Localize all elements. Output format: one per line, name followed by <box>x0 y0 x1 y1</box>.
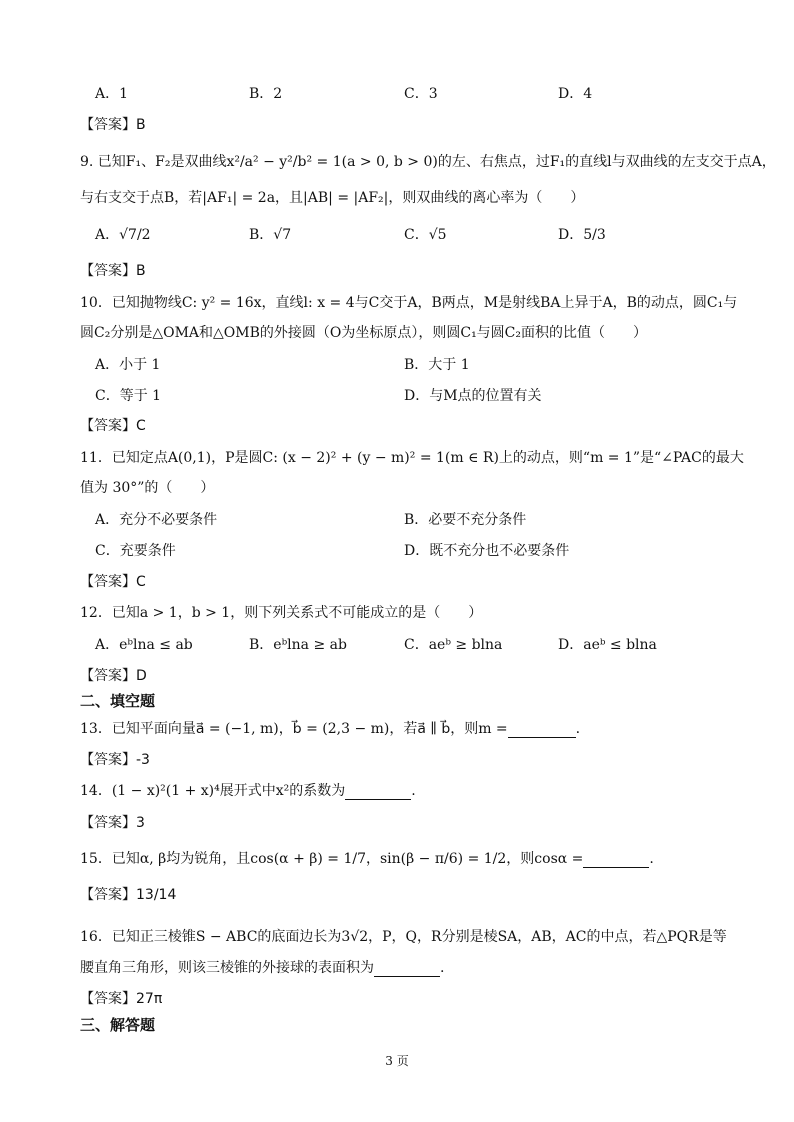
q11-line2: 值为 30°”的（ ） <box>80 480 215 496</box>
q15-line1: 15．已知α, β均为锐角，且cos(α + β) = 1/7，sin(β − π/6) = 1/2，则cosα = . <box>80 851 654 867</box>
answer-value: 13/14 <box>136 887 177 903</box>
q10-answer <box>80 415 146 435</box>
section-solution-heading: 三、解答题 <box>80 1016 156 1034</box>
q9-option-d: D．5/3 <box>558 227 606 243</box>
q9-answer <box>80 260 146 280</box>
q12-option-a: A．eᵇlna ≤ ab <box>95 637 193 653</box>
answer-label: 【答案】 <box>80 752 136 768</box>
answer-value: -3 <box>136 752 150 768</box>
answer-label: 【答案】 <box>80 668 136 684</box>
q15-answer-blank <box>583 851 649 868</box>
answer-value: B <box>136 117 146 133</box>
answer-label: 【答案】 <box>80 418 136 434</box>
q9-option-a: A．√7/2 <box>95 227 151 243</box>
answer-label: 【答案】 <box>80 117 136 133</box>
q15-text: 15．已知α, β均为锐角，且cos(α + β) = 1/7，sin(β − π/6) = 1/2，则cosα = <box>80 851 584 867</box>
q8-option-d: D．4 <box>558 86 593 102</box>
q11-option-d: D．既不充分也不必要条件 <box>404 543 570 559</box>
q11-answer <box>80 571 146 591</box>
q10-options-row2 <box>0 385 794 411</box>
q13-answer <box>80 749 150 769</box>
q16-text: 腰直角三角形，则该三棱锥的外接球的表面积为 <box>80 960 374 976</box>
q13-line1: 13．已知平面向量a⃗ = (−1, m)，b⃗ = (2,3 − m)，若a⃗ ∥ b⃗，则m = . <box>80 721 581 737</box>
answer-label: 【答案】 <box>80 887 136 903</box>
q16-line2: 腰直角三角形，则该三棱锥的外接球的表面积为 . <box>80 960 445 976</box>
q8-answer <box>80 114 146 134</box>
q11-options-row1 <box>0 509 794 535</box>
q8-option-a: A．1 <box>95 86 129 102</box>
q11-option-b: B．必要不充分条件 <box>404 512 527 528</box>
q16-line1: 16．已知正三棱锥S − ABC的底面边长为3√2，P，Q，R分别是棱SA，AB，AC的中点，若△PQR是等 <box>80 929 727 945</box>
answer-label: 【答案】 <box>80 263 136 279</box>
answer-value: B <box>136 263 146 279</box>
q12-option-c: C．aeᵇ ≥ blna <box>404 637 503 653</box>
q12-option-b: B．eᵇlna ≥ ab <box>249 637 347 653</box>
q15-answer <box>80 884 176 904</box>
q11-option-a: A．充分不必要条件 <box>95 512 218 528</box>
answer-label: 【答案】 <box>80 815 136 831</box>
q10-options-row1 <box>0 354 794 380</box>
q11-option-c: C．充要条件 <box>95 543 176 559</box>
q13-text: 13．已知平面向量a⃗ = (−1, m)，b⃗ = (2,3 − m)，若a⃗ ∥ b⃗，则m = <box>80 721 508 737</box>
q10-option-a: A．小于 1 <box>95 357 161 373</box>
q12-option-d: D．aeᵇ ≤ blna <box>558 637 657 653</box>
section-fill-in-blank-heading: 二、填空题 <box>80 692 156 710</box>
q9-line1: 9. 已知F₁、F₂是双曲线x²/a² − y²/b² = 1(a > 0, b > 0)的左、右焦点，过F₁的直线l与双曲线的左支交于点A， <box>80 154 776 170</box>
q10-option-d: D．与M点的位置有关 <box>404 388 542 404</box>
q13-answer-blank <box>508 721 576 738</box>
q12-options <box>0 634 794 660</box>
q11-options-row2 <box>0 540 794 566</box>
answer-value: D <box>136 668 147 684</box>
q8-option-b: B．2 <box>249 86 283 102</box>
q9-option-b: B．√7 <box>249 227 292 243</box>
page-number: 3 页 <box>385 1054 409 1068</box>
q10-option-b: B．大于 1 <box>404 357 470 373</box>
q14-answer <box>80 812 145 832</box>
q8-options <box>0 83 794 109</box>
q16-answer <box>80 988 162 1008</box>
q14-text: 14．(1 − x)²(1 + x)⁴展开式中x²的系数为 <box>80 783 346 799</box>
q16-answer-blank <box>374 960 440 977</box>
q9-options <box>0 224 794 250</box>
q14-answer-blank <box>345 783 411 800</box>
answer-value: C <box>136 574 146 590</box>
q10-option-c: C．等于 1 <box>95 388 162 404</box>
q9-line2: 与右支交于点B，若|AF₁| = 2a，且|AB| = |AF₂|，则双曲线的离心率为（ ） <box>80 190 585 206</box>
q12-line1: 12．已知a > 1，b > 1，则下列关系式不可能成立的是（ ） <box>80 605 483 621</box>
q11-line1: 11．已知定点A(0,1)，P是圆C: (x − 2)² + (y − m)² = 1(m ∈ R)上的动点，则“m = 1”是“∠PAC的最大 <box>80 450 744 466</box>
answer-value: 3 <box>136 815 145 831</box>
answer-value: C <box>136 418 146 434</box>
answer-label: 【答案】 <box>80 574 136 590</box>
q9-option-c: C．√5 <box>404 227 447 243</box>
answer-label: 【答案】 <box>80 991 136 1007</box>
q10-line1: 10．已知抛物线C: y² = 16x，直线l: x = 4与C交于A，B两点，M是射线BA上异于A，B的动点，圆C₁与 <box>80 295 738 311</box>
q8-option-c: C．3 <box>404 86 438 102</box>
q12-answer <box>80 665 147 685</box>
q14-line1: 14．(1 − x)²(1 + x)⁴展开式中x²的系数为 . <box>80 783 416 799</box>
answer-value: 27π <box>136 991 163 1007</box>
q10-line2: 圆C₂分别是△OMA和△OMB的外接圆（O为坐标原点），则圆C₁与圆C₂面积的比值（ ） <box>80 325 648 341</box>
